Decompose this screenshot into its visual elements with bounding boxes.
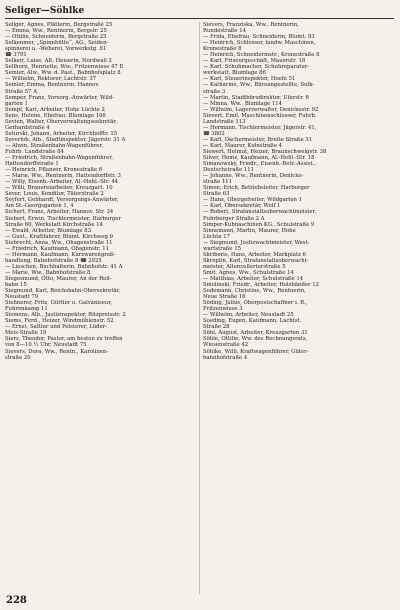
directory-entry: Siebrecht, Anna, Ww., Ohagenstraße 11 <box>5 239 113 246</box>
directory-entry: bahnhofstraße 4 <box>203 354 248 361</box>
directory-entry: Fritzenwiese 3 <box>203 306 243 313</box>
directory-entry: — Ewald, Arbeiter, Blumlage 83 <box>5 227 91 234</box>
directory-entry: Fuhrberger Straße 2 A <box>203 215 265 222</box>
directory-entry: ☎ 3802 <box>203 130 225 137</box>
directory-entry: Sievert, Emil, Maschinenschlosser, Fuhrb. <box>203 112 317 119</box>
page-number: 228 <box>6 595 27 606</box>
directory-entry: — Willi, Brauereiarbeiter, Kreuzgart. 10 <box>5 185 113 192</box>
directory-entry: Sievers, Franziska, Ww., Rentnerin, <box>203 22 299 28</box>
directory-entry: — Wilhelm, Lagerverwalter, Denickestr. 92 <box>203 106 319 113</box>
directory-entry: straße 3 <box>203 88 226 95</box>
directory-entry: werkstatt, Blumlage 86 <box>203 70 266 77</box>
directory-entry: Am St.-Georgsgarten 1, 4 <box>5 203 74 210</box>
directory-entry: Siebert, Erwin, Tischlermeister, Harburger <box>5 215 121 222</box>
directory-entry: Sinnemann, Martin, Maurer, Hohe <box>203 227 296 234</box>
directory-entry: Sever, Louis, Konditor, Täterstraße 2 <box>5 191 104 198</box>
directory-entry: Wiesenstraße 42 <box>203 342 249 349</box>
directory-entry: Simanowsky, Friedr., Eisenb.-Betr.-Assist., <box>203 161 317 168</box>
left-column <box>5 22 197 361</box>
directory-entry: — Wilhelm, Rektorer, Lachtstr. 37 <box>5 76 97 83</box>
directory-entry: Simon, Erich, Betriebsleiter, Harburger <box>203 185 310 192</box>
directory-entry: — Friedrich, Straßenbahn-Wagenführer, <box>5 155 113 162</box>
directory-entry: Meis-Straße 19 <box>5 330 47 337</box>
directory-entry: — Karl, Friseurgeschäft, Mauerstr. 18 <box>203 58 306 65</box>
directory-entry: spinnerei u. -Weberei, Vorwerkstg. 81 <box>5 46 107 53</box>
directory-entry: Söhle, Ottilie, Ww. des Rechnungsrats, <box>203 336 308 343</box>
directory-entry: Soeding, Eugen, Kaufmann, Lachtst. <box>203 318 302 325</box>
directory-entry: — Karl, Schuhmacher, Schuhreparatur- <box>203 64 310 71</box>
directory-entry: Smit, Agnes, Ww., Schulstraße 14 <box>203 269 294 276</box>
page-header: Seliger—Söhlke <box>5 6 85 16</box>
directory-entry: von 8—10 ½ Uhr, Neustadt 75 <box>5 342 87 349</box>
directory-entry: Söhlke, Willi, Kraftwagenführer, Güter- <box>203 348 309 355</box>
directory-entry: Siemens, Alb., Justizinspektor, Ritzpreisstr. 2 <box>5 312 126 319</box>
directory-entry: Fuhrb. Landstraße 84 <box>5 148 64 155</box>
directory-entry: — Hans, Obergefreiter, Wildgarten 1 <box>203 197 303 204</box>
directory-entry: Semler, Alw., Ww. d. Past., Bahnhofsplatz 8 <box>5 70 121 77</box>
directory-entry: Neustadt 79 <box>5 294 39 301</box>
directory-entry: Selkeir, Luise, Alt. Heiserin, Nordwall 2 <box>5 58 112 65</box>
directory-entry: Straße 57 A <box>5 88 38 95</box>
directory-entry: Hattendorffstraße 1 <box>5 161 59 168</box>
directory-entry: handlung, Bahnhofstraße 8 ☎ 2925 <box>5 257 102 264</box>
directory-entry: — Robert, Strafanstaltsoberwachtmeister, <box>203 209 317 216</box>
directory-entry: — Marie, Ww., Rentnerin, Hattendorffstr. 3 <box>5 173 121 180</box>
directory-entry: Siems, Ferd., Heizer, Windmühlenstr. 52 <box>5 318 114 325</box>
directory-entry: Sievers, Dora, Ww., Rentn., Karolinen- <box>5 348 109 355</box>
directory-entry: Straße 60, Werkstatt Kirchstraße 14 <box>5 221 103 228</box>
directory-entry: Siewert, Helmut, Heizer, Braunschweigstr. 38 <box>203 148 327 155</box>
directory-entry: — Emma, Ww., Rentnerin, Bergstr. 25 <box>5 28 107 35</box>
directory-entry: — Siegmund, Justizwachtmeister, West- <box>203 239 310 246</box>
directory-entry: — Heinrich, Schlosser, landw. Maschinen, <box>203 40 316 47</box>
directory-entry: — Lieschen, Buchhalterin, Bahnhofstr. 41 A <box>5 263 123 270</box>
directory-entry: Gerhardstraße 4 <box>5 124 50 131</box>
directory-entry: Seyfert, Gebhardt, Versorgungs-Anwärter, <box>5 197 119 204</box>
directory-entry: ☎ 3791 <box>5 52 27 59</box>
directory-entry: Sodemann, Christine, Ww., Rentnerin, <box>203 288 306 295</box>
directory-entry: Kronestraße 8 <box>203 46 242 53</box>
directory-entry: — Katharine, Ww., Büroangestellte, Sulk- <box>203 82 315 89</box>
directory-entry: Siegesmund, Otto, Maurer, An der Reit- <box>5 275 112 282</box>
directory-entry: Simper-Kuhnaschinen KG., Schulstraße 9 <box>203 221 315 228</box>
directory-entry: — Ottilie, Schneiderin, Bergstraße 25 <box>5 34 107 41</box>
directory-entry: — Marie, Ww., Bahnhofstraße 8 <box>5 269 91 276</box>
directory-entry: — Matthias, Arbeiter, Schulstraße 14 <box>203 275 304 282</box>
directory-entry: Sevien, Walter, Oberverwaltungssekretär, <box>5 118 117 125</box>
directory-entry: — Hermann, Kaufmann, Kurzwarengroß- <box>5 251 116 258</box>
directory-entry: Seturski, Johann, Arbeiter, Kirchhofftr. 15 <box>5 130 118 137</box>
directory-entry: Straße 28 <box>203 324 230 331</box>
directory-entry: Severlob, Alb., Stadtinspektor, Jägerstr. 31 A <box>5 136 126 143</box>
directory-entry: Söding, Julius, Oberpostschaffner i. R., <box>203 300 308 307</box>
directory-entry: — Karl, Maurer, Kolnstraße 4 <box>203 142 283 149</box>
directory-entry: Rundestraße 14 <box>203 28 246 35</box>
directory-entry: wartstraße 15 <box>203 245 241 252</box>
directory-entry: — Ernst, Sattler und Polsterer, Lüder- <box>5 324 107 331</box>
directory-entry: Selkenmer, „Spinnhütte“, AG., Seiden- <box>5 40 109 47</box>
directory-entry: Söhl, August, Arbeiter, Kreuzgarten 31 <box>203 330 308 337</box>
directory-entry: — Karl, Dachermeister, Breite Straße 31 <box>203 136 313 143</box>
column-divider <box>199 22 200 594</box>
directory-entry: — Alwin, Straßenbahn-Wagenführer, <box>5 142 104 149</box>
directory-entry: Skriboris, Hans, Arbeiter, Markplatz 6 <box>203 251 306 258</box>
directory-entry: straße 20 <box>5 354 31 361</box>
directory-entry: Landstraße 113 <box>203 118 246 125</box>
directory-entry: — Minna, Ww., Blumlage 114 <box>203 100 283 107</box>
directory-entry: Fuhrenkamp 11 <box>5 306 48 313</box>
directory-entry: Silver, Heinz, Kaufmann, Al.-Hehl.-Str. 18 <box>203 155 315 162</box>
directory-entry: Sichert, Franz, Arbeiter, Hannov. Str. 34 <box>5 209 114 216</box>
directory-entry: Sempf, Karl, Arbeiter, Hohe Lüchte 2 <box>5 106 105 113</box>
directory-entry: Straße 63 <box>203 191 230 198</box>
directory-entry: — Heinrich, Pflanzer, Kronestraße 6 <box>5 167 103 174</box>
directory-entry: Smolinski, Friedr., Arbeiter, Holzbänder 12 <box>203 282 319 289</box>
directory-entry: bahn 15 <box>5 282 27 289</box>
directory-entry: Lüchte 17 <box>203 233 230 240</box>
directory-entry: — Karl, Steuerinspektor, Hoefe 51 <box>203 76 296 83</box>
directory-entry: Sens, Helene, Ehefrau, Blumlage 106 <box>5 112 106 119</box>
directory-entry: — Hermann, Tischlermeister, Jägerstr. 41, <box>203 124 317 131</box>
directory-entry: Semler, Emma, Rentnerin, Hannov. <box>5 82 100 89</box>
directory-entry: — Heinrich, Schneidermstr., Kronestraße 8 <box>203 52 320 59</box>
header-rule <box>5 18 394 19</box>
directory-entry: — Friedrich, Kaufmann, Ohagenstr. 11 <box>5 245 109 252</box>
directory-entry: — Wilhelm, Arbeiter, Neustadt 25 <box>203 312 294 319</box>
directory-entry: — Johanne, Ww., Rentnerin, Denicke- <box>203 173 304 180</box>
directory-entry: straße 111 <box>203 179 233 186</box>
directory-entry: Siehnerer, Fritz, Gürtler u. Galvaniseur, <box>5 300 112 307</box>
directory-entry: Neue Straße 16 <box>203 294 246 301</box>
directory-entry: Semper, Franz, Vorsorg.-Anwärter, Wild- <box>5 94 114 101</box>
directory-entry: — Gust., Kraftfahrer, Blumt. Kirchweg 9 <box>5 233 113 240</box>
directory-entry: Sellhorn, Henriette, Ww., Fritzenwiese 47 E <box>5 64 124 71</box>
directory-entry: meister, Altencellertorstraße 5 <box>203 263 286 270</box>
directory-entry: Skroplin, Karl, Strafanstaltsoberwacht- <box>203 257 309 264</box>
directory-entry: — Martin, Stadtbürodirektor, Uferstr. 6 <box>203 94 309 101</box>
directory-entry: — Willy, Eisenb.-Arbeiter, Al.-Hehl.-Str. 44 <box>5 179 119 186</box>
directory-entry: Siers, Theodor, Pastor, am besten zu treffen <box>5 336 123 343</box>
directory-entry: Siegmund, Karl, Reichsbahn-Obersekretär, <box>5 288 121 295</box>
directory-entry: garten 1 <box>5 100 28 107</box>
directory-entry: Seliger, Agnes, Plätterin, Bergstraße 25 <box>5 22 113 28</box>
directory-entry: — Karl, Obersekretär, Wolf 1 <box>203 203 281 210</box>
directory-entry: — Frida, Ehefrau, Schneiderin, Blumt. 93 <box>203 34 315 41</box>
directory-entry: Deutschstraße 111 <box>203 167 255 174</box>
right-column <box>203 22 395 361</box>
